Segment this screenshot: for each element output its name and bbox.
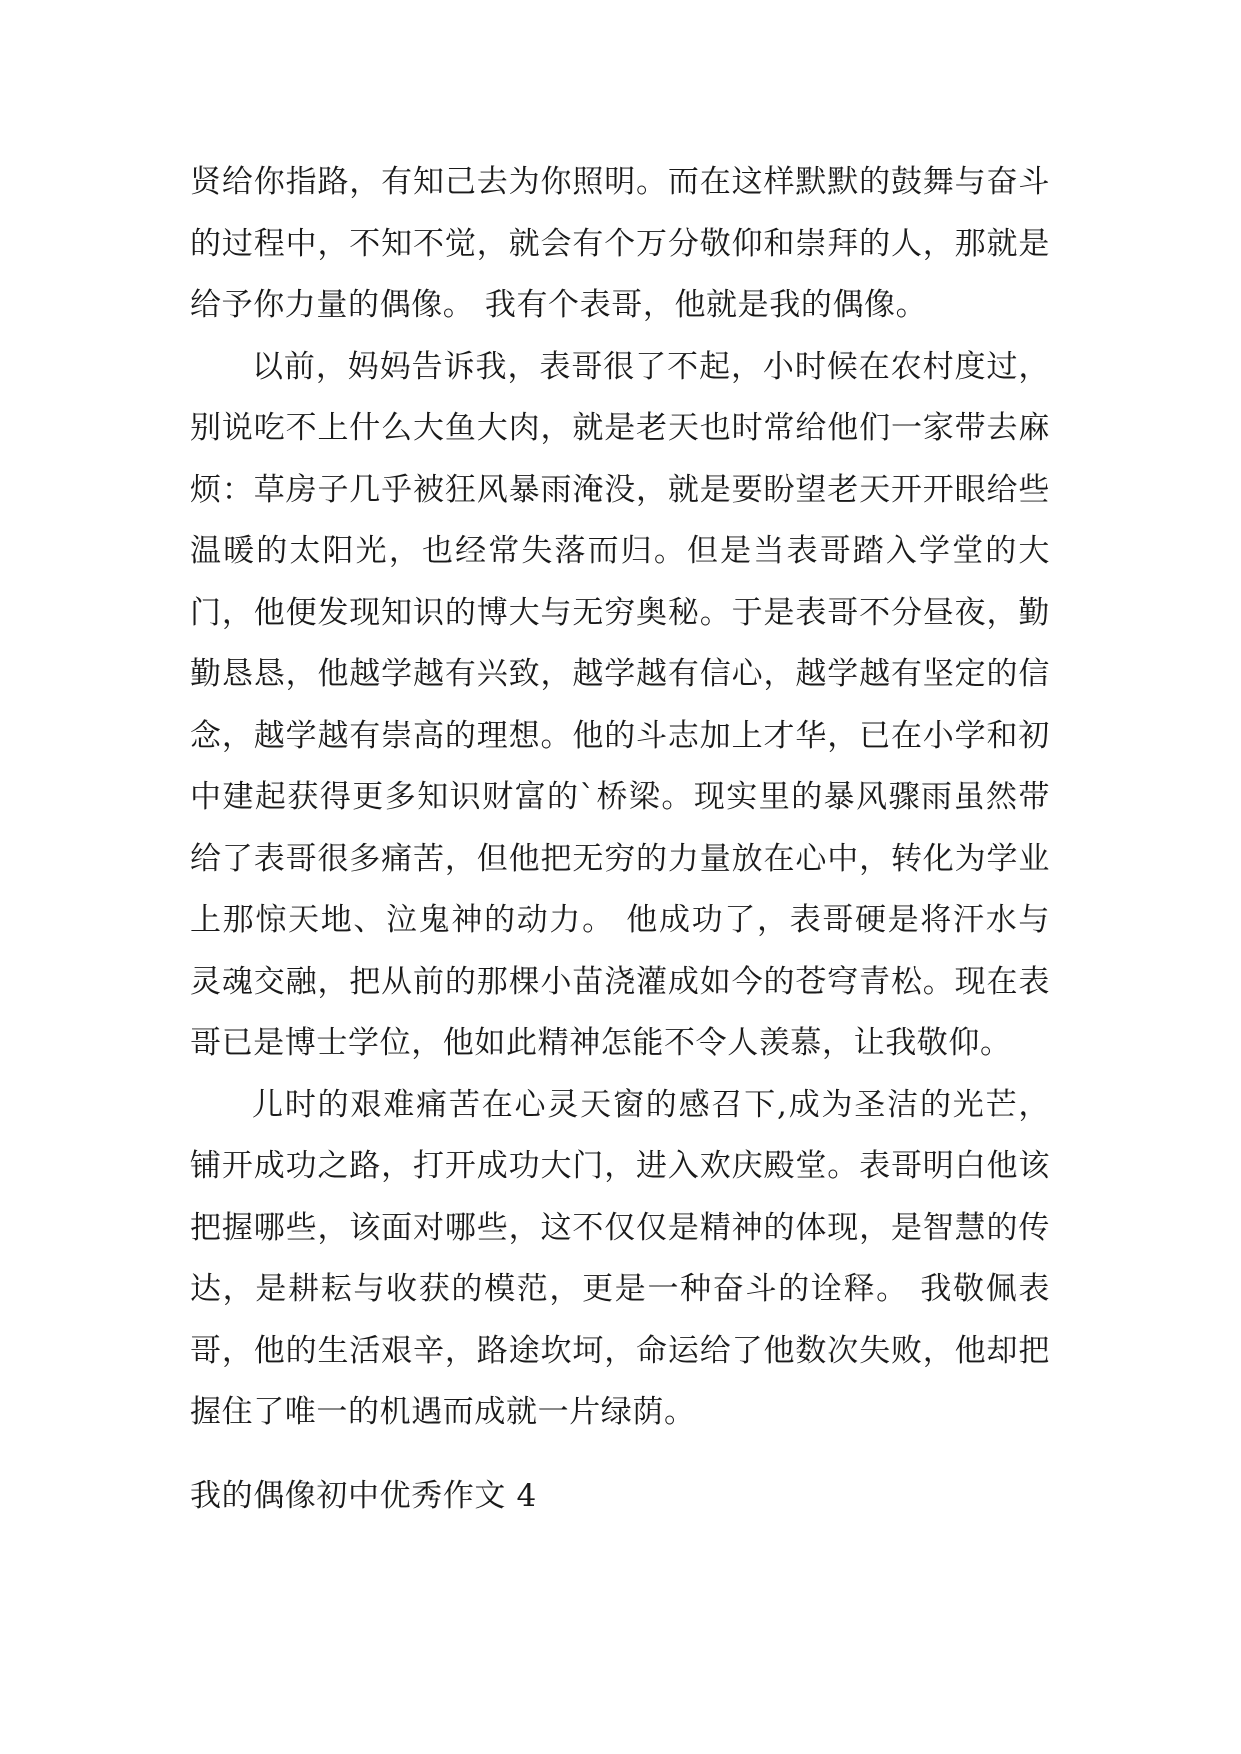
paragraph-continued: 贤给你指路，有知己去为你照明。而在这样默默的鼓舞与奋斗的过程中，不知不觉，就会有个万分敬仰和崇拜的人，那就是给予你力量的偶像。 我有个表哥，他就是我的偶像。 — [190, 164, 1050, 323]
paragraph-cousin-story: 以前，妈妈告诉我，表哥很了不起，小时候在农村度过，别说吃不上什么大鱼大肉，就是老天也时常给他们一家带去麻烦：草房子几乎被狂风暴雨淹没，就是要盼望老天开开眼给些温暖的太阳光，也经常失落而归。但是当表哥踏入学堂的大门，他便发现知识的博大与无穷奥秘。于是表哥不分昼夜，勤勤恳恳，他越学越有兴致，越学越有信心，越学越有坚定的信念，越学越有崇高的理想。他的斗志加上才华，已在小学和初中建起获得更多知识财富的`桥梁。现实里的暴风骤雨虽然带给了表哥很多痛苦，但他把无穷的力量放在心中，转化为学业上那惊天地、泣鬼神的动力。 他成功了，表哥硬是将汗水与灵魂交融，把从前的那棵小苗浇灌成如今的苍穹青松。现在表哥已是博士学位，他如此精神怎能不令人羡慕，让我敬仰。 — [190, 348, 1050, 1061]
paragraph-admiration: 儿时的艰难痛苦在心灵天窗的感召下,成为圣洁的光芒，铺开成功之路，打开成功大门，进入欢庆殿堂。表哥明白他该把握哪些，该面对哪些，这不仅仅是精神的体现，是智慧的传达，是耕耘与收获的模范，更是一种奋斗的诠释。 我敬佩表哥，他的生活艰辛，路途坎坷，命运给了他数次失败，他却把握住了唯一的机遇而成就一片绿荫。 — [190, 1086, 1050, 1430]
essay-heading: 我的偶像初中优秀作文 4 — [190, 1478, 537, 1514]
document-body — [190, 152, 1050, 1444]
